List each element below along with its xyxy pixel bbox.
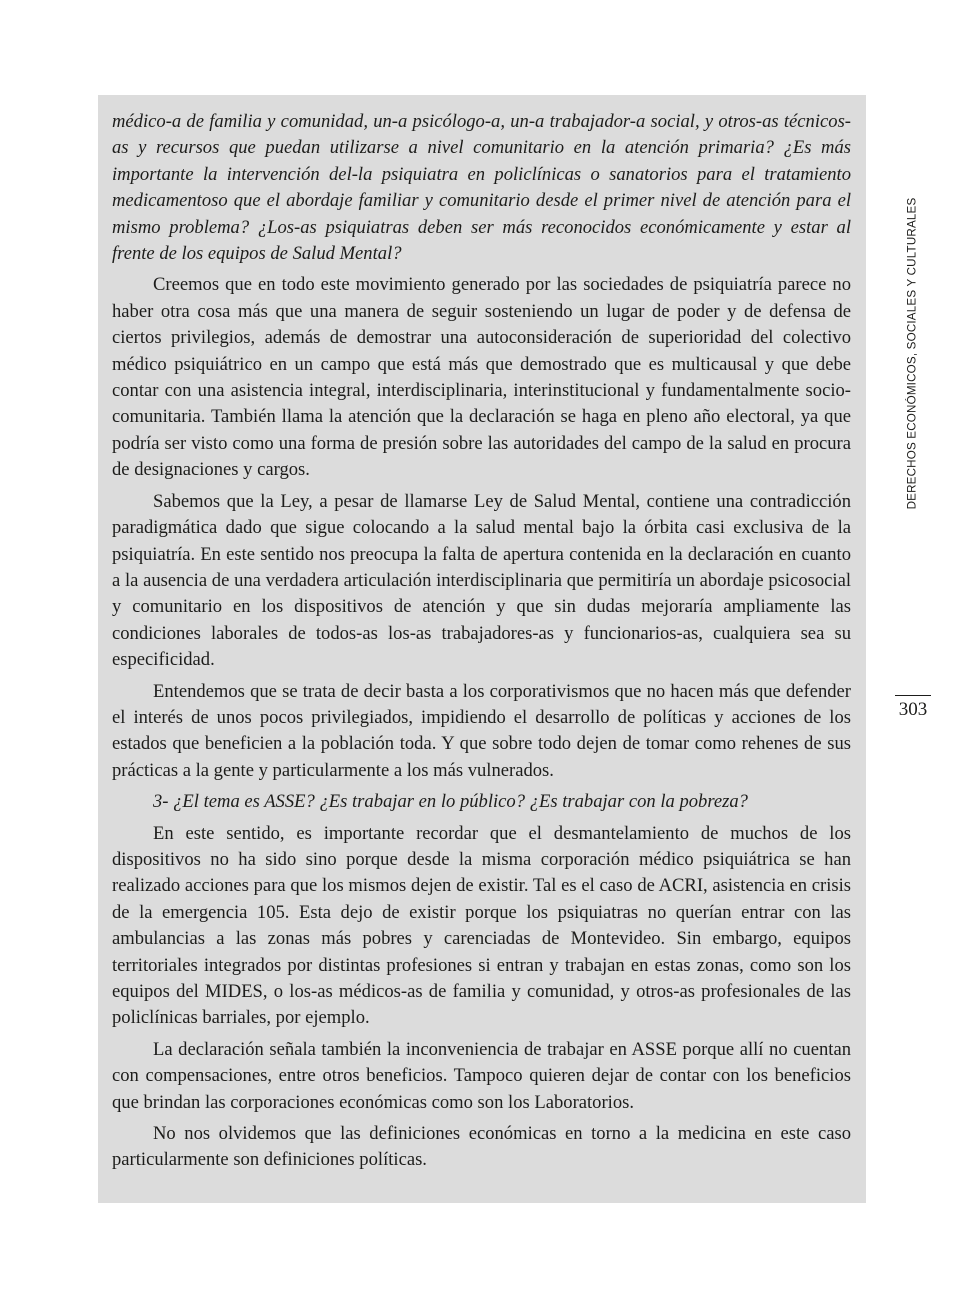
paragraph-acri: En este sentido, es importante recordar que el desmantelamiento de muchos de los dispositivos no ha sido sino porque desde la misma corporación médico psiquiátrica se han realizado acciones para que los mismos dejen de existir. Tal es el caso de ACRI, asistencia en crisis de la emergencia 105. Esta dejo de existir porque los psiquiatras no querían entrar con las ambulancias a las zonas más pobres y carenciadas de Montevideo. Sin embargo, equipos territoriales integrados por distintas profesiones si entran y trabajan en estas zonas, como son los equipos del MIDES, o los-as médicos-as de familia y comunidad, y otros-as profesionales de las policlínicas barriales, por ejemplo. [112,822,851,1029]
running-head [900,193,924,513]
page-number: 303 [898,699,928,720]
paragraph-economic-definitions: No nos olvidemos que las definiciones económicas en torno a la medicina en este caso particularmente son definiciones políticas. [112,1123,851,1171]
running-head-text: DERECHOS ECONÓMICOS, SOCIALES Y CULTURALES [905,197,919,509]
page-number-rule [895,695,931,696]
paragraph-psychiatry-societies: Creemos que en todo este movimiento generado por las sociedades de psiquiatría parece no haber otra cosa más que una manera de seguir sosteniendo un lugar de poder y de defensa de ciertos privilegios, además de demostrar una autoconsideración de superioridad del colectivo médico psiquiátrico en un campo que está más que demostrado que es multicausal y que debe contar con una asistencia integral, interdisciplinaria, interinstitucional y fundamentalmente socio-comunitaria. También llama la atención que la declaración se haga en pleno año electoral, ya que podría ser visto como una forma de presión sobre las autoridades del campo de la salud en procura de designaciones y cargos. [112,274,851,481]
paragraph-mental-health-law: Sabemos que la Ley, a pesar de llamarse Ley de Salud Mental, contiene una contradicción paradigmática dado que sigue colocando a la salud mental bajo la órbita casi exclusiva de la psiquiatría. En este sentido nos preocupa la falta de apertura contenida en la declaración en cuanto a la ausencia de una verdadera articulación interdisciplinaria que permitiría un abordaje psicosocial y comunitario en los dispositivos de atención y que sin dudas mejoraría ampliamente las condiciones laborales de todos-as los-as trabajadores-as y funcionarios-as, cualquiera sea su especificidad. [112,490,851,671]
paragraph-continued-questions: médico-a de familia y comunidad, un-a psicólogo-a, un-a trabajador-a social, y otros-as técnicos-as y recursos que puedan utilizarse a nivel comunitario en la atención primaria? ¿Es más importante la intervención del-la psiquiatra en policlínicas o sanatorios para el tratamiento medicamentoso que el abordaje familiar y comunitario desde el primer nivel de atención para el mismo problema? ¿Los-as psiquiatras deben ser más reconocidos económicamente y estar al frente de los equipos de Salud Mental? [112,111,851,265]
body-text [112,109,851,1179]
section-heading-asse: 3- ¿El tema es ASSE? ¿Es trabajar en lo público? ¿Es trabajar con la pobreza? [153,791,748,813]
paragraph-asse-compensation: La declaración señala también la inconveniencia de trabajar en ASSE porque allí no cuentan con compensaciones, entre otros beneficios. Tampoco quieren dejar de contar con los beneficios que brindan las corporaciones económicas como son los Laboratorios. [112,1038,851,1113]
paragraph-corporatism: Entendemos que se trata de decir basta a los corporativismos que no hacen más que defender el interés de unos pocos privilegiados, impidiendo el desarrollo de políticas y acciones de los estados que beneficien a la población toda. Y que sobre todo dejen de tomar como rehenes de sus prácticas a la gente y particularmente a los más vulnerados. [112,680,851,781]
